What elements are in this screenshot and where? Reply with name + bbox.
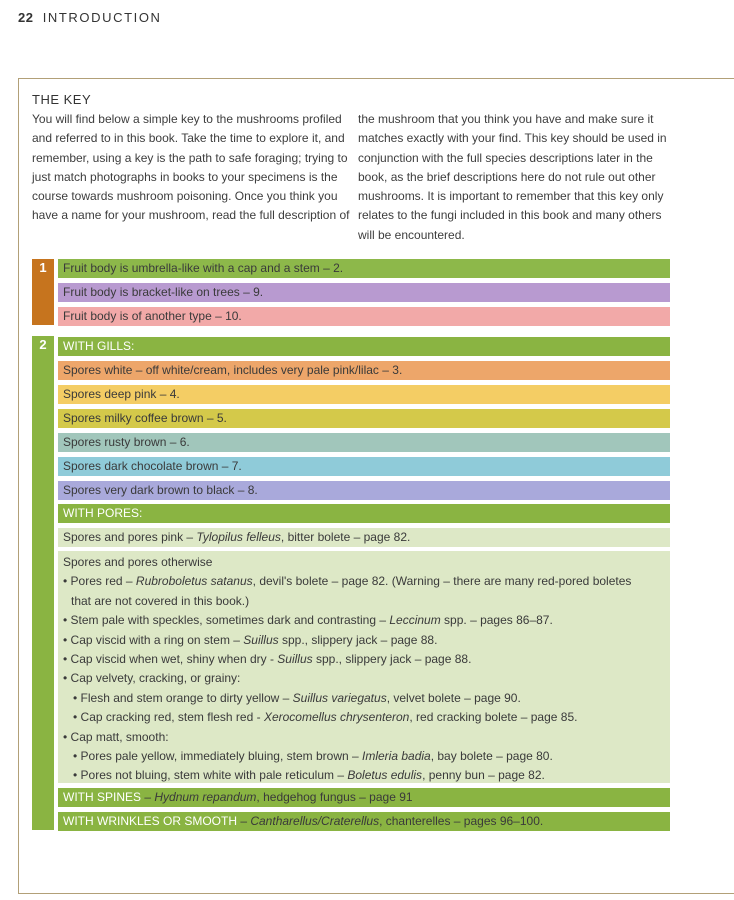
text: , bay bolete – page 80. xyxy=(430,749,553,764)
text: , penny bun – page 82. xyxy=(422,768,545,783)
step-1-number: 1 xyxy=(32,259,54,325)
species-name: Suillus variegatus xyxy=(292,690,387,705)
running-header xyxy=(18,10,162,25)
text: spp. – pages 86–87. xyxy=(440,613,553,628)
list-item xyxy=(63,650,665,669)
step-1-bracket-row: Fruit body is bracket-like on trees – 9. xyxy=(58,283,670,302)
text: , velvet bolete – page 90. xyxy=(386,690,521,705)
gills-row-black: Spores very dark brown to black – 8. xyxy=(58,481,670,500)
text: • Flesh and stem orange to dirty yellow – xyxy=(73,690,293,705)
gills-row-pink: Spores deep pink – 4. xyxy=(58,385,670,404)
text: • Cap cracking red, stem flesh red - xyxy=(73,710,264,725)
with-wrinkles-row xyxy=(58,812,670,831)
text: • Stem pale with speckles, sometimes dark and contrasting – xyxy=(63,613,390,628)
species-name: Cantharellus/Craterellus xyxy=(250,814,380,828)
intro-column-left: You will find below a simple key to the mushrooms profiled and referred to in this book. Take the time to explore it, and remember, using a key is the path to safe foraging; trying to just match photographs in books to your specimens is the course towards mushroom poisoning. Once you think you have a name for your mushroom, read the full description of xyxy=(32,112,350,223)
section-title: INTRODUCTION xyxy=(42,10,162,25)
text: – xyxy=(141,790,155,804)
species-name: Boletus edulis xyxy=(347,768,423,783)
species-name: Leccinum xyxy=(389,613,441,628)
sub-list-item xyxy=(63,708,665,727)
text: • Pores not bluing, stem white with pale reticulum – xyxy=(73,768,348,783)
text: • Pores red – xyxy=(63,574,136,589)
species-name: Xerocomellus chrysenteron xyxy=(263,710,410,725)
text: • Pores pale yellow, immediately bluing, stem brown – xyxy=(73,749,363,764)
text: , chanterelles – pages 96–100. xyxy=(379,814,544,828)
spines-heading: WITH SPINES xyxy=(63,790,142,804)
text: , hedgehog fungus – page 91 xyxy=(256,790,413,804)
with-spines-row xyxy=(58,788,670,807)
text: – xyxy=(237,814,251,828)
list-item: • Cap velvety, cracking, or grainy: xyxy=(63,671,241,686)
gills-row-rusty: Spores rusty brown – 6. xyxy=(58,433,670,452)
key-title: THE KEY xyxy=(32,92,92,107)
wrinkles-heading: WITH WRINKLES OR SMOOTH xyxy=(63,814,237,828)
pores-otherwise-box xyxy=(58,551,670,783)
sub-list-item xyxy=(63,689,665,708)
text: • Cap viscid with a ring on stem – xyxy=(63,632,244,647)
species-name: Imleria badia xyxy=(362,749,431,764)
gills-row-coffee: Spores milky coffee brown – 5. xyxy=(58,409,670,428)
list-item xyxy=(63,631,665,650)
sub-list-item xyxy=(63,766,665,785)
with-gills-heading: WITH GILLS: xyxy=(58,337,670,356)
with-pores-heading: WITH PORES: xyxy=(58,504,670,523)
gills-row-chocolate: Spores dark chocolate brown – 7. xyxy=(58,457,670,476)
list-item xyxy=(63,572,665,591)
step-1-other-row: Fruit body is of another type – 10. xyxy=(58,307,670,326)
list-item: • Cap matt, smooth: xyxy=(63,729,169,744)
text: , devil's bolete – page 82. (Warning – there are many red-pored boletes xyxy=(252,574,632,589)
text: , red cracking bolete – page 85. xyxy=(409,710,578,725)
text: spp., slippery jack – page 88. xyxy=(278,632,438,647)
step-2-number: 2 xyxy=(32,336,54,830)
step-1-umbrella-row: Fruit body is umbrella-like with a cap and a stem – 2. xyxy=(58,259,670,278)
text: spp., slippery jack – page 88. xyxy=(312,652,472,667)
pores-pink-row xyxy=(58,528,670,547)
species-name: Suillus xyxy=(243,632,279,647)
species-name: Rubroboletus satanus xyxy=(135,574,253,589)
text: Spores and pores pink – xyxy=(63,530,197,544)
text: , bitter bolete – page 82. xyxy=(280,530,411,544)
species-name: Hydnum repandum xyxy=(154,790,257,804)
intro-column-right: the mushroom that you think you have and make sure it matches exactly with your find. This key should be used in conjunction with the full species descriptions later in the book, as the brief descriptions here do not rule out other mushrooms. It is important to remember that this key only relates to the fungi included in this book and many others will be encountered. xyxy=(358,112,667,242)
page-number: 22 xyxy=(18,10,34,25)
pores-otherwise-heading: Spores and pores otherwise xyxy=(63,555,213,569)
list-item-continuation: that are not covered in this book.) xyxy=(71,593,250,608)
sub-list-item xyxy=(63,747,665,766)
gills-row-white: Spores white – off white/cream, includes very pale pink/lilac – 3. xyxy=(58,361,670,380)
text: • Cap viscid when wet, shiny when dry - xyxy=(63,652,278,667)
species-name: Suillus xyxy=(277,652,313,667)
species-name: Tylopilus felleus xyxy=(196,530,281,544)
list-item xyxy=(63,611,665,630)
